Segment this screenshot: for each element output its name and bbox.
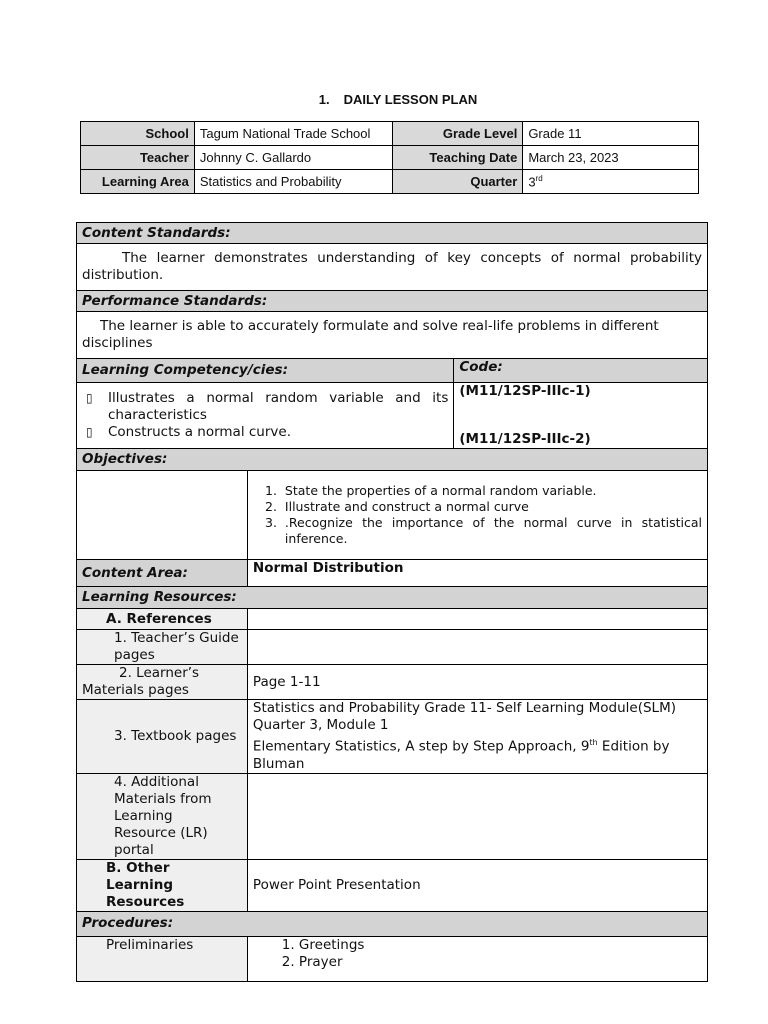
objectives-list (253, 483, 702, 547)
quarter-value (523, 170, 699, 194)
info-table (80, 121, 699, 194)
preliminaries-list (253, 937, 702, 971)
competency-list (82, 390, 448, 441)
teachers-guide-value (247, 630, 707, 665)
textbook-line-2-end: Edition by Bluman (252, 738, 670, 772)
school-value: Tagum National Trade School (194, 122, 392, 146)
grade-level-label: Grade Level (392, 122, 523, 146)
grade-level-value: Grade 11 (523, 122, 699, 146)
learning-area-label: Learning Area (81, 170, 195, 194)
learning-area-value: Statistics and Probability (194, 170, 392, 194)
references-label: A. References (77, 609, 248, 630)
learners-materials-value: Page 1-11 (247, 665, 707, 700)
textbook-line-1: Statistics and Probability Grade 11- Self Learning Module(SLM) Quarter 3, Module 1 (252, 700, 676, 733)
info-row-school (81, 122, 699, 146)
textbook-line-2-main: Elementary Statistics, A step by Step Approach, 9 (252, 738, 590, 755)
title-number: 1. (318, 92, 330, 107)
content-area-value: Normal Distribution (247, 560, 707, 587)
competency-item-1: ▯ Illustrates a normal random variable and its characteristics (82, 390, 448, 424)
code-cell (454, 383, 708, 449)
additional-materials-label: 4. Additional Materials from Learning Resource (LR) portal (77, 773, 248, 859)
content-area-label: Content Area: (77, 560, 248, 587)
textbook-edition-suffix: th (589, 738, 598, 747)
content-standards-text: The learner demonstrates understanding of key concepts of normal probability distribution. (77, 244, 708, 291)
school-label: School (81, 122, 195, 146)
competency-code-2: (M11/12SP-IIIc-2) (459, 431, 591, 447)
quarter-label: Quarter (392, 170, 523, 194)
preliminary-item-1: 1. Greetings (299, 937, 702, 954)
objectives-heading: Objectives: (77, 449, 708, 471)
references-value (247, 609, 707, 630)
learners-materials-label: 2. Learner’s Materials pages (77, 665, 248, 700)
performance-standards-text: The learner is able to accurately formulate and solve real-life problems in different disciplines (77, 312, 708, 359)
textbook-value (247, 700, 707, 774)
lesson-plan-table (76, 222, 708, 982)
competency-heading: Learning Competency/cies: (77, 359, 454, 383)
preliminaries-cell (247, 936, 707, 981)
preliminary-item-2: 2. Prayer (299, 954, 702, 971)
info-row-teacher (81, 146, 699, 170)
document-title (0, 92, 768, 107)
objectives-cell (247, 471, 707, 560)
additional-materials-value (247, 773, 707, 859)
procedures-heading: Procedures: (77, 911, 708, 936)
code-heading: Code: (454, 359, 708, 383)
teaching-date-value: March 23, 2023 (523, 146, 699, 170)
objective-item-2: 2. Illustrate and construct a normal curve (281, 499, 702, 515)
competency-code-1: (M11/12SP-IIIc-1) (459, 383, 591, 399)
objective-item-1: 1. State the properties of a normal random variable. (281, 483, 702, 499)
content-standards-heading: Content Standards: (77, 223, 708, 244)
competency-item-2: ▯ Constructs a normal curve. (82, 424, 448, 441)
learning-resources-heading: Learning Resources: (77, 587, 708, 609)
textbook-label: 3. Textbook pages (77, 700, 248, 774)
info-row-area (81, 170, 699, 194)
teacher-value: Johnny C. Gallardo (194, 146, 392, 170)
quarter-number: 3 (528, 174, 536, 190)
teaching-date-label: Teaching Date (392, 146, 523, 170)
title-text: DAILY LESSON PLAN (343, 92, 478, 107)
teachers-guide-label: 1. Teacher’s Guide pages (77, 630, 248, 665)
competency-list-cell (77, 383, 454, 449)
objective-item-3: 3. .Recognize the importance of the normal curve in statistical inference. (281, 515, 702, 547)
teacher-label: Teacher (81, 146, 195, 170)
other-resources-label: B. Other Learning Resources (77, 859, 248, 911)
performance-standards-heading: Performance Standards: (77, 291, 708, 312)
objectives-blank-cell (77, 471, 248, 560)
other-resources-value: Power Point Presentation (247, 859, 707, 911)
preliminaries-label: Preliminaries (77, 936, 248, 981)
textbook-line-2 (253, 734, 702, 773)
quarter-suffix: rd (535, 173, 543, 183)
